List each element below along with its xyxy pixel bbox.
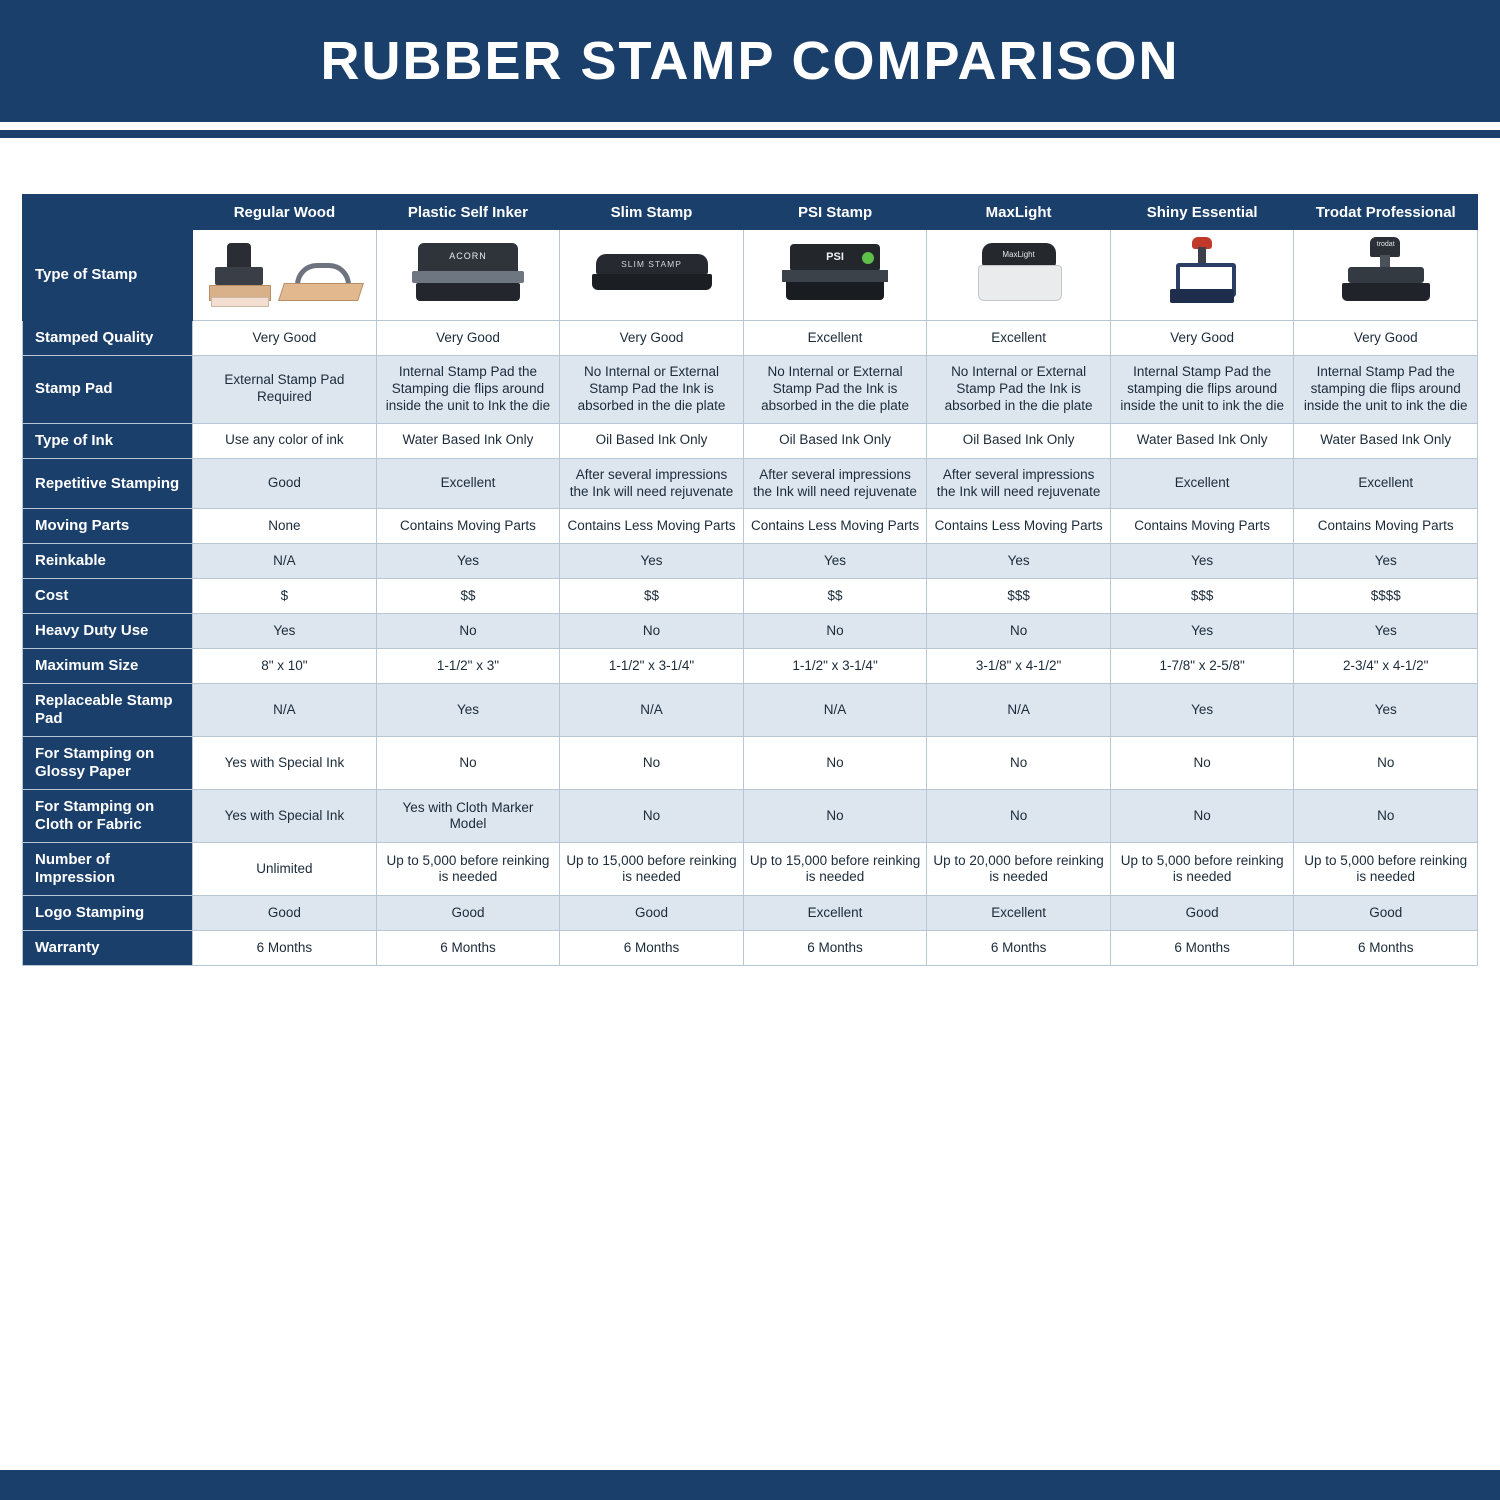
psi-stamp-icon [780,242,890,304]
cell-value: $$$$ [1294,579,1478,614]
cell-value: 1-1/2" x 3-1/4" [560,649,744,684]
table-row [23,649,1478,684]
column-header-regular-wood: Regular Wood [193,195,377,230]
cell-value: Good [193,458,377,509]
cell-value: No [927,737,1111,790]
header-divider-navy [0,130,1500,138]
cell-value: No [1110,790,1294,843]
row-label-type-of-stamp: Type of Stamp [23,230,193,321]
cell-image-trodat-professional [1294,230,1478,321]
cell-value: Contains Moving Parts [1110,509,1294,544]
cell-value: Good [1110,896,1294,931]
cell-value: 6 Months [743,931,927,966]
maxlight-brand-text: MaxLight [1002,249,1035,259]
cell-image-shiny-essential [1110,230,1294,321]
cell-value: 1-1/2" x 3-1/4" [743,649,927,684]
cell-value: 6 Months [1294,931,1478,966]
column-header-maxlight: MaxLight [927,195,1111,230]
cell-value: Yes with Cloth Marker Model [376,790,560,843]
cell-image-psi-stamp [743,230,927,321]
cell-value: N/A [927,684,1111,737]
page-footer [0,1470,1500,1500]
psi-stamp-brand-text: PSI [826,250,844,263]
cell-value: 1-7/8" x 2-5/8" [1110,649,1294,684]
cell-value: Contains Less Moving Parts [743,509,927,544]
row-label-warranty: Warranty [23,931,193,966]
cell-image-plastic-self-inker [376,230,560,321]
wood-stamp-upright-icon [209,243,269,307]
cell-value: Excellent [743,896,927,931]
page-header [0,0,1500,122]
table-row [23,458,1478,509]
cell-value: None [193,509,377,544]
cell-value: Oil Based Ink Only [560,423,744,458]
cell-value: After several impressions the Ink will need rejuvenate [560,458,744,509]
table-header-row [23,195,1478,230]
cell-value: $$$ [927,579,1111,614]
slim-stamp-brand-text: SLIM STAMP [621,258,682,269]
cell-value: $$ [743,579,927,614]
cell-value: Up to 5,000 before reinking is needed [376,843,560,896]
cell-value: Excellent [1110,458,1294,509]
cell-value: 8" x 10" [193,649,377,684]
table-row [23,931,1478,966]
cell-value: $$$ [1110,579,1294,614]
table-row [23,896,1478,931]
cell-value: Excellent [376,458,560,509]
comparison-table [22,194,1478,966]
table-row [23,614,1478,649]
cell-value: Yes [376,684,560,737]
cell-value: Water Based Ink Only [1110,423,1294,458]
cell-value: No [1294,790,1478,843]
cell-value: Very Good [560,321,744,356]
row-label-heavy-duty-use: Heavy Duty Use [23,614,193,649]
column-header-trodat-professional: Trodat Professional [1294,195,1478,230]
cell-value: Water Based Ink Only [376,423,560,458]
row-label-stamp-pad: Stamp Pad [23,356,193,424]
cell-value: N/A [193,684,377,737]
row-label-glossy-paper: For Stamping on Glossy Paper [23,737,193,790]
cell-value: Yes [1294,544,1478,579]
cell-value: N/A [560,684,744,737]
cell-value: Yes [193,614,377,649]
table-row [23,684,1478,737]
cell-value: After several impressions the Ink will need rejuvenate [927,458,1111,509]
table-row [23,321,1478,356]
cell-value: N/A [743,684,927,737]
cell-value: Water Based Ink Only [1294,423,1478,458]
cell-value: No Internal or External Stamp Pad the Ink is absorbed in the die plate [560,356,744,424]
row-label-stamped-quality: Stamped Quality [23,321,193,356]
wood-stamp-handle-icon [281,257,359,307]
cell-value: No [927,614,1111,649]
cell-value: Up to 15,000 before reinking is needed [743,843,927,896]
table-row [23,790,1478,843]
maxlight-stamp-icon [976,241,1062,305]
cell-value: Very Good [1294,321,1478,356]
cell-value: 6 Months [560,931,744,966]
cell-value: No [743,737,927,790]
row-label-logo-stamping: Logo Stamping [23,896,193,931]
cell-value: 6 Months [927,931,1111,966]
cell-value: Good [193,896,377,931]
cell-value: Contains Moving Parts [376,509,560,544]
cell-value: Contains Less Moving Parts [927,509,1111,544]
cell-value: No [376,737,560,790]
cell-value: Yes with Special Ink [193,790,377,843]
cell-value: Internal Stamp Pad the Stamping die flips around inside the unit to Ink the die [376,356,560,424]
page-title: RUBBER STAMP COMPARISON [320,31,1180,91]
cell-value: Very Good [193,321,377,356]
cell-image-maxlight [927,230,1111,321]
cell-value: Yes with Special Ink [193,737,377,790]
cell-value: Oil Based Ink Only [927,423,1111,458]
cell-value: Internal Stamp Pad the stamping die flips around inside the unit to ink the die [1110,356,1294,424]
column-header-shiny-essential: Shiny Essential [1110,195,1294,230]
cell-value: Yes [376,544,560,579]
cell-value: Up to 5,000 before reinking is needed [1294,843,1478,896]
cell-value: Yes [1294,614,1478,649]
cell-value: $$ [560,579,744,614]
trodat-professional-stamp-icon [1340,237,1432,309]
table-row [23,544,1478,579]
table-row [23,579,1478,614]
trodat-brand-text: trodat [1376,240,1395,248]
row-label-repetitive-stamping: Repetitive Stamping [23,458,193,509]
cell-value: 3-1/8" x 4-1/2" [927,649,1111,684]
cell-value: Oil Based Ink Only [743,423,927,458]
cell-value: No [1110,737,1294,790]
cell-value: Excellent [743,321,927,356]
plastic-self-inker-icon [412,241,524,305]
cell-value: Use any color of ink [193,423,377,458]
table-row-type-of-stamp [23,230,1478,321]
cell-value: $$ [376,579,560,614]
table-row [23,843,1478,896]
cell-value: Good [376,896,560,931]
cell-value: Up to 5,000 before reinking is needed [1110,843,1294,896]
cell-value: Up to 15,000 before reinking is needed [560,843,744,896]
cell-value: No [560,790,744,843]
table-corner-cell [23,195,193,230]
cell-value: $ [193,579,377,614]
row-label-reinkable: Reinkable [23,544,193,579]
plastic-self-inker-brand-text: ACORN [449,250,487,261]
slim-stamp-icon [592,250,712,296]
cell-value: Good [560,896,744,931]
cell-value: After several impressions the Ink will need rejuvenate [743,458,927,509]
psi-stamp-green-dot-icon [862,252,874,264]
cell-value: N/A [193,544,377,579]
cell-value: Yes [743,544,927,579]
cell-value: Contains Moving Parts [1294,509,1478,544]
cell-value: No [1294,737,1478,790]
cell-value: No [743,790,927,843]
wood-stamp-icon [197,243,372,307]
cell-value: 1-1/2" x 3" [376,649,560,684]
table-row [23,509,1478,544]
cell-value: Yes [1110,544,1294,579]
cell-value: Internal Stamp Pad the stamping die flips around inside the unit to ink the die [1294,356,1478,424]
row-label-replaceable-stamp-pad: Replaceable Stamp Pad [23,684,193,737]
cell-value: Yes [1294,684,1478,737]
cell-value: No Internal or External Stamp Pad the Ink is absorbed in the die plate [743,356,927,424]
cell-value: External Stamp Pad Required [193,356,377,424]
cell-value: 6 Months [1110,931,1294,966]
table-row [23,423,1478,458]
cell-image-regular-wood [193,230,377,321]
comparison-table-wrapper [22,194,1478,966]
column-header-psi-stamp: PSI Stamp [743,195,927,230]
shiny-essential-stamp-icon [1166,237,1238,309]
cell-value: 2-3/4" x 4-1/2" [1294,649,1478,684]
cell-image-slim-stamp [560,230,744,321]
cell-value: No [376,614,560,649]
cell-value: No [927,790,1111,843]
cell-value: Unlimited [193,843,377,896]
row-label-type-of-ink: Type of Ink [23,423,193,458]
cell-value: Excellent [927,896,1111,931]
cell-value: Contains Less Moving Parts [560,509,744,544]
cell-value: No [560,737,744,790]
column-header-plastic-self-inker: Plastic Self Inker [376,195,560,230]
cell-value: Very Good [376,321,560,356]
cell-value: No Internal or External Stamp Pad the Ink is absorbed in the die plate [927,356,1111,424]
row-label-number-of-impression: Number of Impression [23,843,193,896]
cell-value: Yes [1110,684,1294,737]
row-label-maximum-size: Maximum Size [23,649,193,684]
header-divider-white [0,122,1500,130]
cell-value: No [560,614,744,649]
cell-value: Up to 20,000 before reinking is needed [927,843,1111,896]
table-row [23,356,1478,424]
row-label-cloth-or-fabric: For Stamping on Cloth or Fabric [23,790,193,843]
cell-value: Good [1294,896,1478,931]
cell-value: Yes [560,544,744,579]
cell-value: Yes [1110,614,1294,649]
column-header-slim-stamp: Slim Stamp [560,195,744,230]
cell-value: Very Good [1110,321,1294,356]
cell-value: Excellent [927,321,1111,356]
row-label-cost: Cost [23,579,193,614]
table-row [23,737,1478,790]
cell-value: Excellent [1294,458,1478,509]
cell-value: 6 Months [193,931,377,966]
cell-value: 6 Months [376,931,560,966]
cell-value: Yes [927,544,1111,579]
cell-value: No [743,614,927,649]
row-label-moving-parts: Moving Parts [23,509,193,544]
